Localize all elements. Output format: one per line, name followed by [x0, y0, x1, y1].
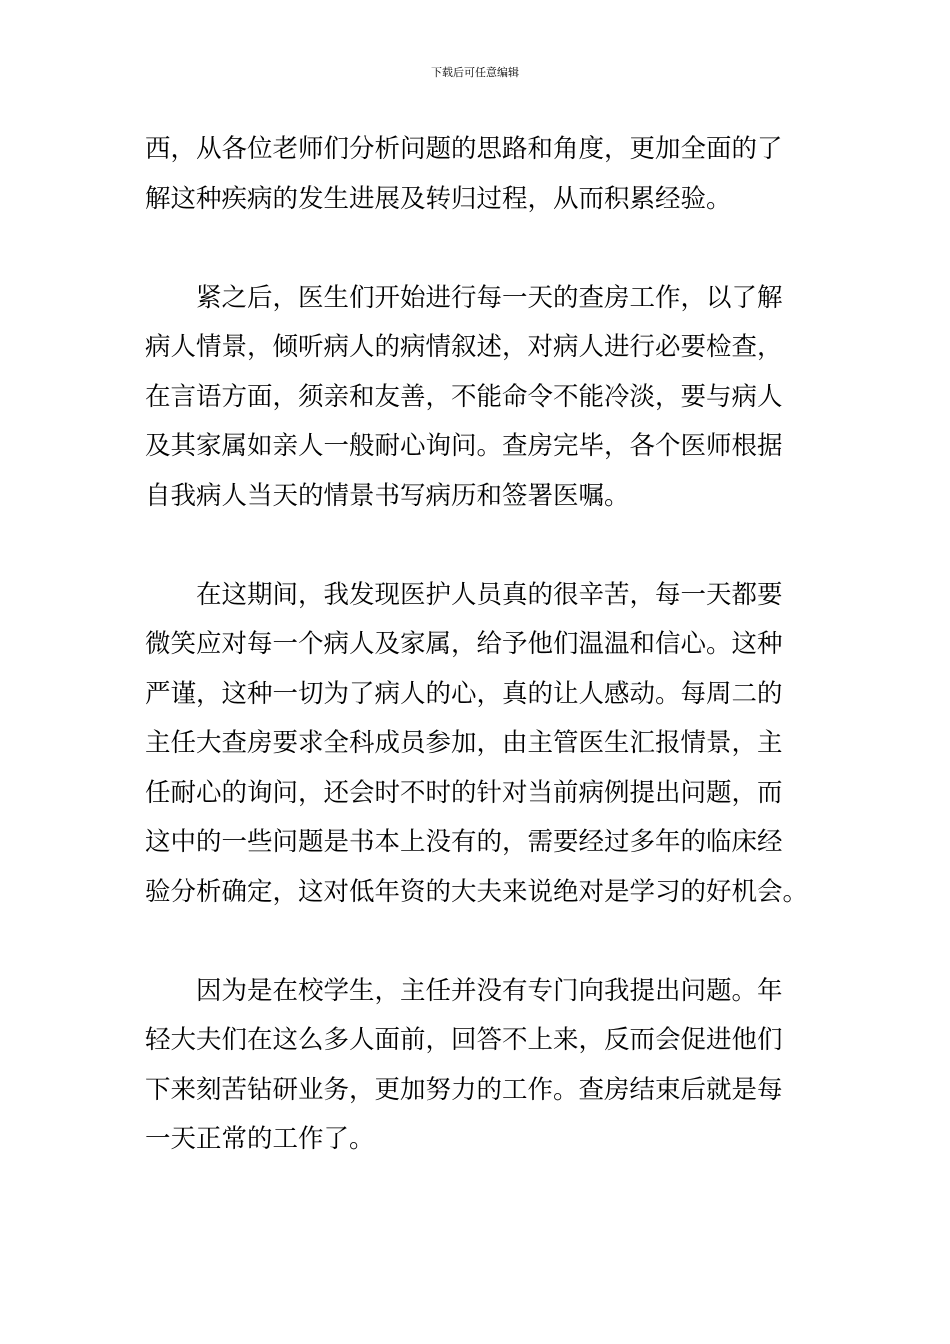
- paragraph-line: 自我病人当天的情景书写病历和签署医嘱。: [145, 480, 630, 511]
- paragraph-line: 病人情景，倾听病人的病情叙述，对病人进行必要检查，: [145, 332, 783, 362]
- paragraph-line: 严谨，这种一切为了病人的心，真的让人感动。每周二的: [145, 678, 783, 709]
- paragraph-line: 下来刻苦钻研业务，更加努力的工作。查房结束后就是每: [145, 1074, 783, 1105]
- paragraph-line: 主任大查房要求全科成员参加，由主管医生汇报情景，主: [145, 728, 783, 758]
- paragraph-3: [145, 571, 809, 918]
- paragraph-1: [145, 125, 805, 224]
- paragraph-line: 微笑应对每一个病人及家属，给予他们温温和信心。这种: [145, 629, 783, 659]
- document-body: [145, 125, 809, 1165]
- paragraph-2: [145, 274, 805, 522]
- paragraph-spacer: [145, 521, 805, 571]
- paragraph-line: 验分析确定，这对低年资的大夫来说绝对是学习的好机会。: [145, 876, 809, 907]
- page-header: 下载后可任意编辑: [431, 66, 519, 79]
- paragraph-line: 轻大夫们在这么多人面前，回答不上来，反而会促进他们: [145, 1025, 783, 1055]
- paragraph-line: 在言语方面，须亲和友善，不能命令不能冷淡，要与病人: [145, 381, 783, 412]
- paragraph-line: 任耐心的询问，还会时不时的针对当前病例提出问题，而: [145, 777, 783, 808]
- paragraph-line: 这中的一些问题是书本上没有的，需要经过多年的临床经: [145, 827, 783, 857]
- paragraph-line: 紧之后，医生们开始进行每一天的查房工作，以了解: [196, 282, 783, 313]
- paragraph-spacer: [145, 917, 805, 967]
- paragraph-line: 在这期间，我发现医护人员真的很辛苦，每一天都要: [196, 579, 783, 610]
- paragraph-line: 一天正常的工作了。: [145, 1124, 375, 1154]
- paragraph-line: 因为是在校学生，主任并没有专门向我提出问题。年: [196, 975, 783, 1006]
- paragraph-spacer: [145, 224, 805, 274]
- paragraph-4: [145, 967, 805, 1165]
- paragraph-line: 西，从各位老师们分析问题的思路和角度，更加全面的了: [145, 134, 783, 164]
- paragraph-line: 解这种疾病的发生进展及转归过程，从而积累经验。: [145, 183, 732, 214]
- paragraph-line: 及其家属如亲人一般耐心询问。查房完毕，各个医师根据: [145, 431, 783, 461]
